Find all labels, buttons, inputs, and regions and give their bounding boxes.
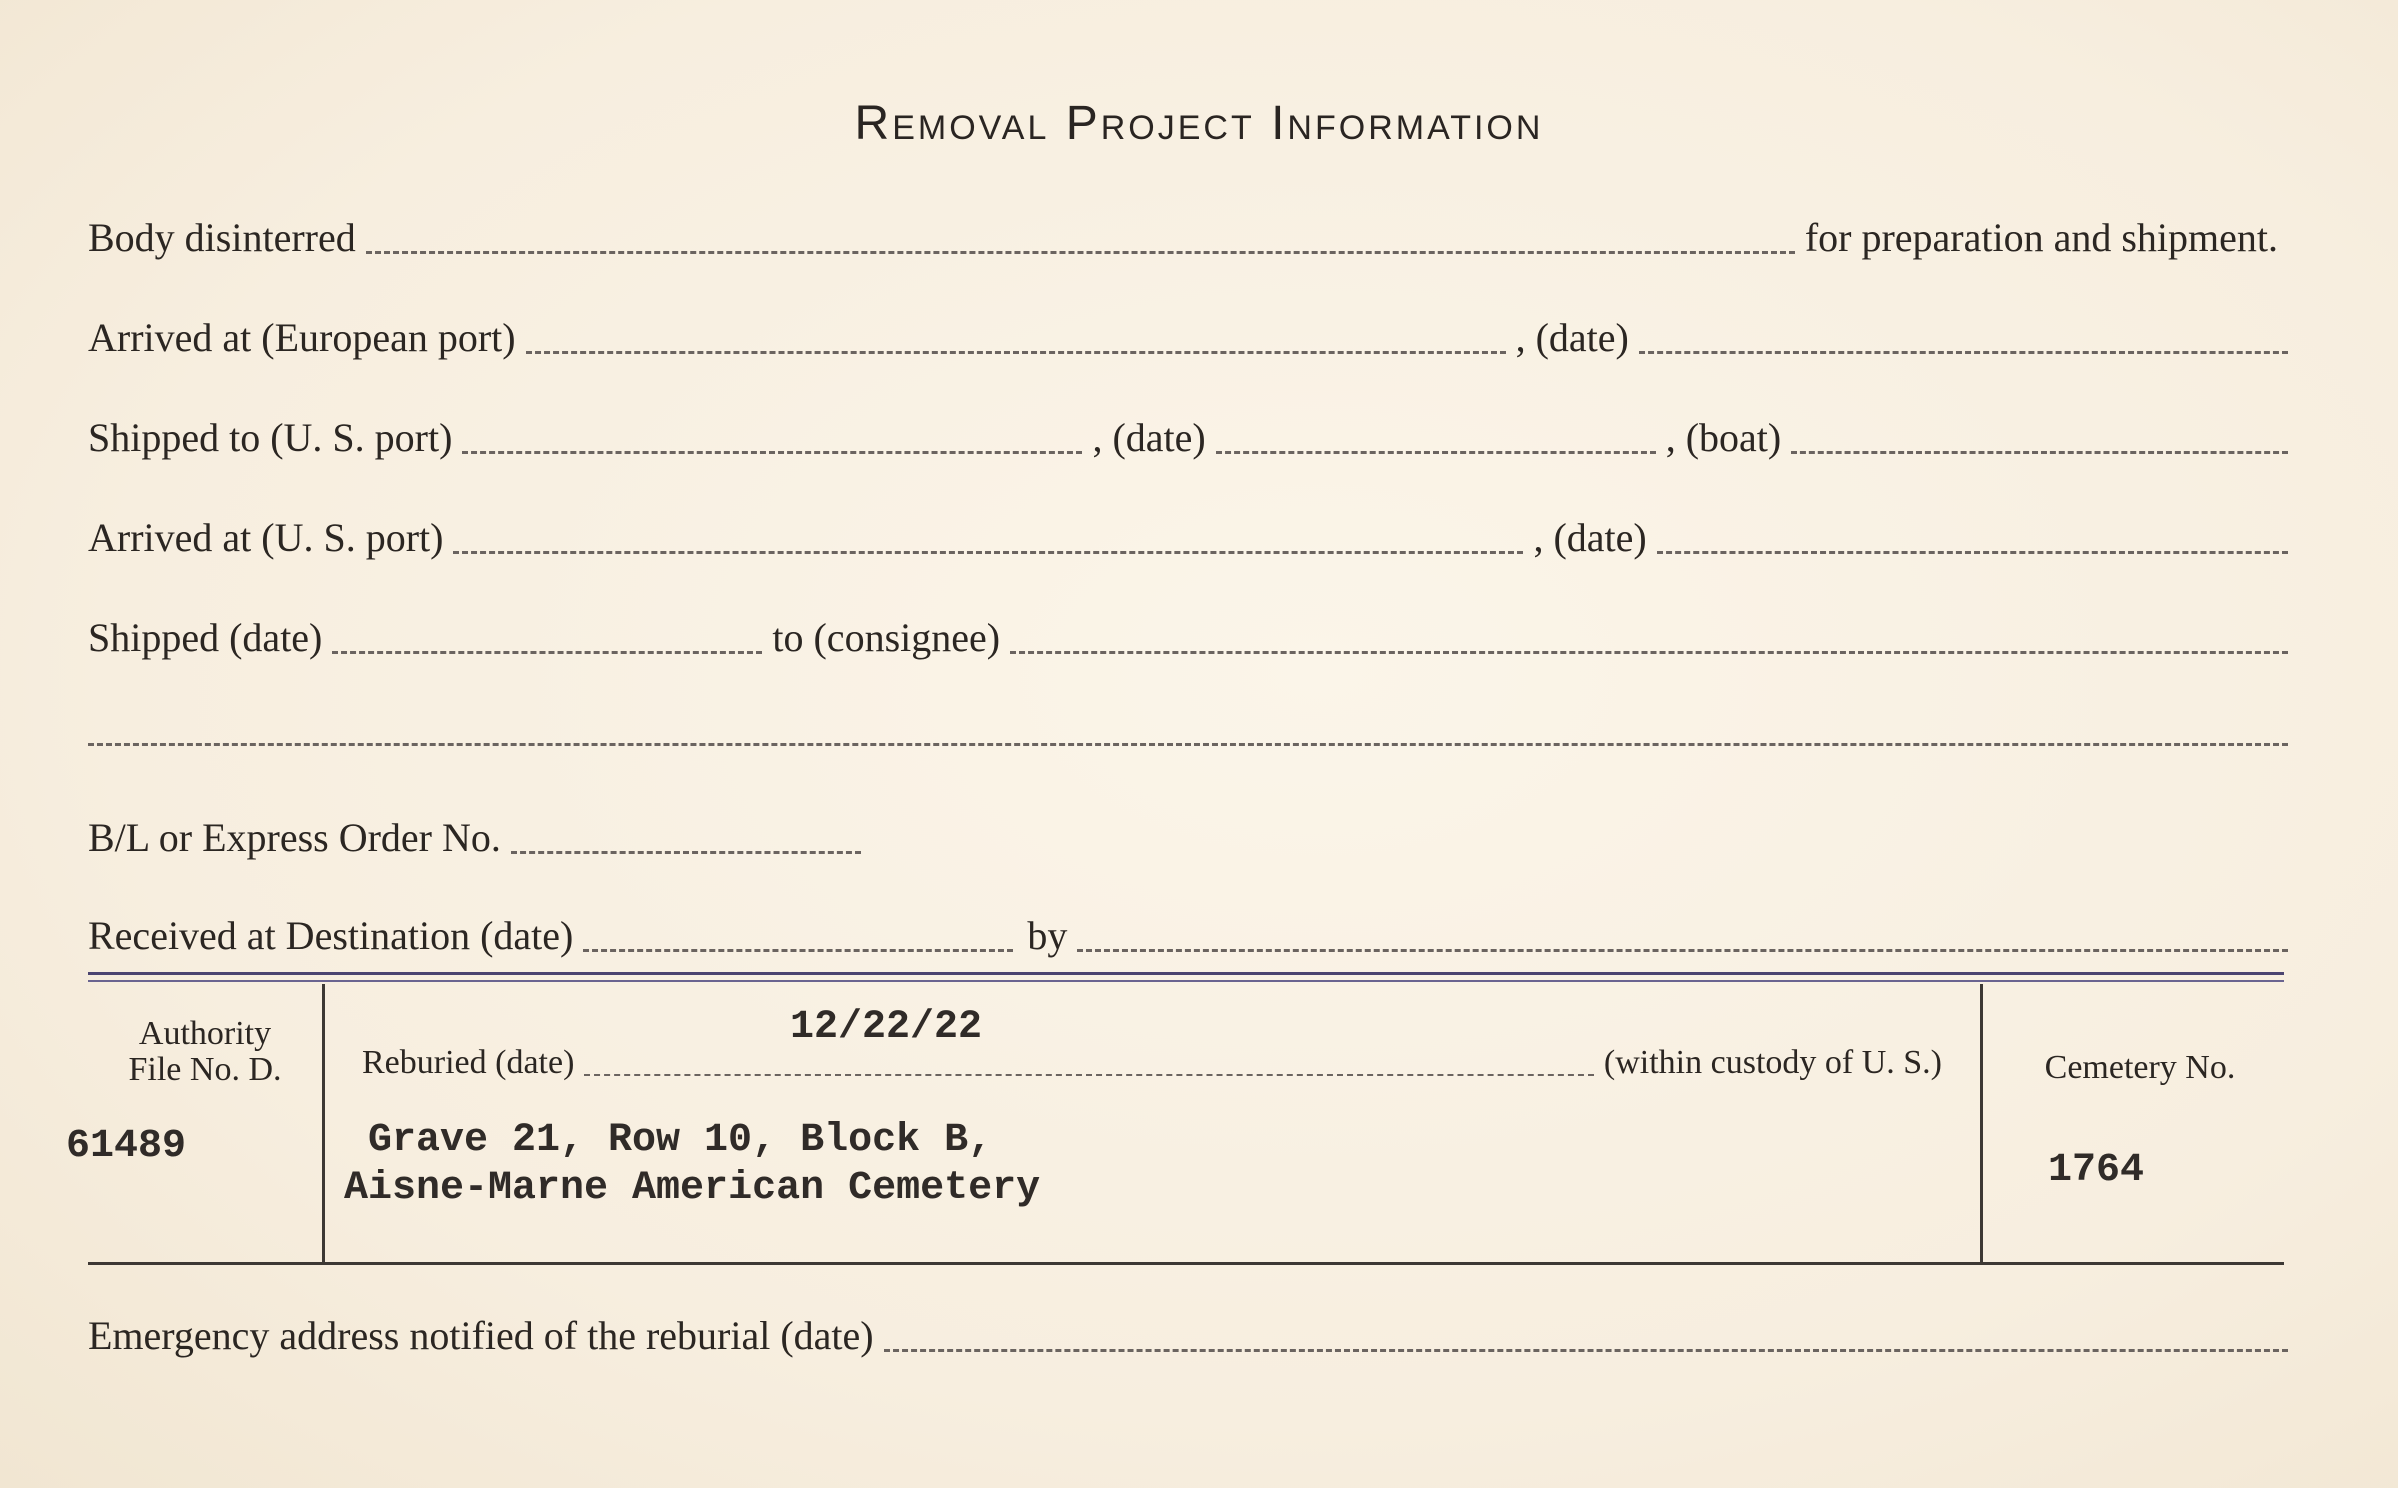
arrived-us-label: Arrived at (U. S. port) xyxy=(88,515,444,560)
body-disinterred-row xyxy=(88,208,2288,268)
table-divider-right xyxy=(1980,984,1983,1262)
reburied-date-field[interactable] xyxy=(584,1074,1594,1076)
arrived-european-date-field[interactable] xyxy=(1639,351,2288,354)
reburied-label: Reburied (date) xyxy=(362,1044,575,1081)
body-disinterred-field[interactable] xyxy=(366,251,1795,254)
arrived-us-row xyxy=(88,508,2288,568)
cemetery-no-label: Cemetery No. xyxy=(2044,1049,2236,1086)
bl-order-row xyxy=(88,808,2288,868)
shipped-row xyxy=(88,608,2288,668)
emergency-row xyxy=(88,1306,2288,1366)
european-port-field[interactable] xyxy=(526,351,1506,354)
reburied-date-value: 12/22/22 xyxy=(790,1005,983,1050)
body-disinterred-label: Body disinterred xyxy=(88,215,356,260)
consignee-continuation-field[interactable] xyxy=(88,743,2288,746)
table-divider-left xyxy=(322,984,325,1262)
shipped-date-label: , (date) xyxy=(1092,415,1206,460)
shipped-date-row-label: Shipped (date) xyxy=(88,615,323,660)
by-label: by xyxy=(1027,913,1068,958)
received-date-field[interactable] xyxy=(583,949,1013,952)
emergency-date-field[interactable] xyxy=(884,1349,2288,1352)
received-destination-label: Received at Destination (date) xyxy=(88,913,574,958)
arrived-us-port-field[interactable] xyxy=(453,551,1523,554)
file-no-value: 61489 xyxy=(66,1124,187,1169)
us-port-field[interactable] xyxy=(462,451,1082,454)
reburied-row xyxy=(362,1030,1952,1090)
shipped-to-us-date-field[interactable] xyxy=(1216,451,1656,454)
arrived-european-date-label: , (date) xyxy=(1515,315,1629,360)
to-consignee-label: to (consignee) xyxy=(772,615,1001,660)
arrived-european-label: Arrived at (European port) xyxy=(88,315,516,360)
consignee-field[interactable] xyxy=(1010,651,2288,654)
shipped-date-field[interactable] xyxy=(332,651,762,654)
table-top-rule-2 xyxy=(88,980,2284,982)
boat-label: , (boat) xyxy=(1665,415,1782,460)
for-preparation-label: for preparation and shipment. xyxy=(1804,215,2278,260)
received-by-field[interactable] xyxy=(1077,949,2288,952)
grave-location-line2: Aisne-Marne American Cemetery xyxy=(344,1166,1041,1211)
table-top-rule-1 xyxy=(88,972,2284,975)
emergency-label: Emergency address notified of the reburial (date) xyxy=(88,1313,874,1358)
authority-header xyxy=(100,1016,310,1087)
arrived-us-date-label: , (date) xyxy=(1533,515,1647,560)
file-no-label: File No. D. xyxy=(128,1050,282,1088)
shipped-to-us-row xyxy=(88,408,2288,468)
authority-label: Authority xyxy=(138,1015,272,1052)
bl-order-field[interactable] xyxy=(511,851,861,854)
arrived-european-row xyxy=(88,308,2288,368)
grave-location-line1: Grave 21, Row 10, Block B, xyxy=(368,1118,993,1163)
bl-order-label: B/L or Express Order No. xyxy=(88,815,501,860)
cemetery-no-value: 1764 xyxy=(2048,1148,2145,1193)
shipped-to-us-label: Shipped to (U. S. port) xyxy=(88,415,453,460)
consignee-continuation-row xyxy=(88,700,2288,760)
received-destination-row xyxy=(88,906,2288,966)
card-title: Removal Project Information xyxy=(854,97,1544,150)
table-bottom-rule xyxy=(88,1262,2284,1265)
boat-field[interactable] xyxy=(1791,451,2288,454)
arrived-us-date-field[interactable] xyxy=(1657,551,2288,554)
custody-label: (within custody of U. S.) xyxy=(1603,1044,1942,1081)
